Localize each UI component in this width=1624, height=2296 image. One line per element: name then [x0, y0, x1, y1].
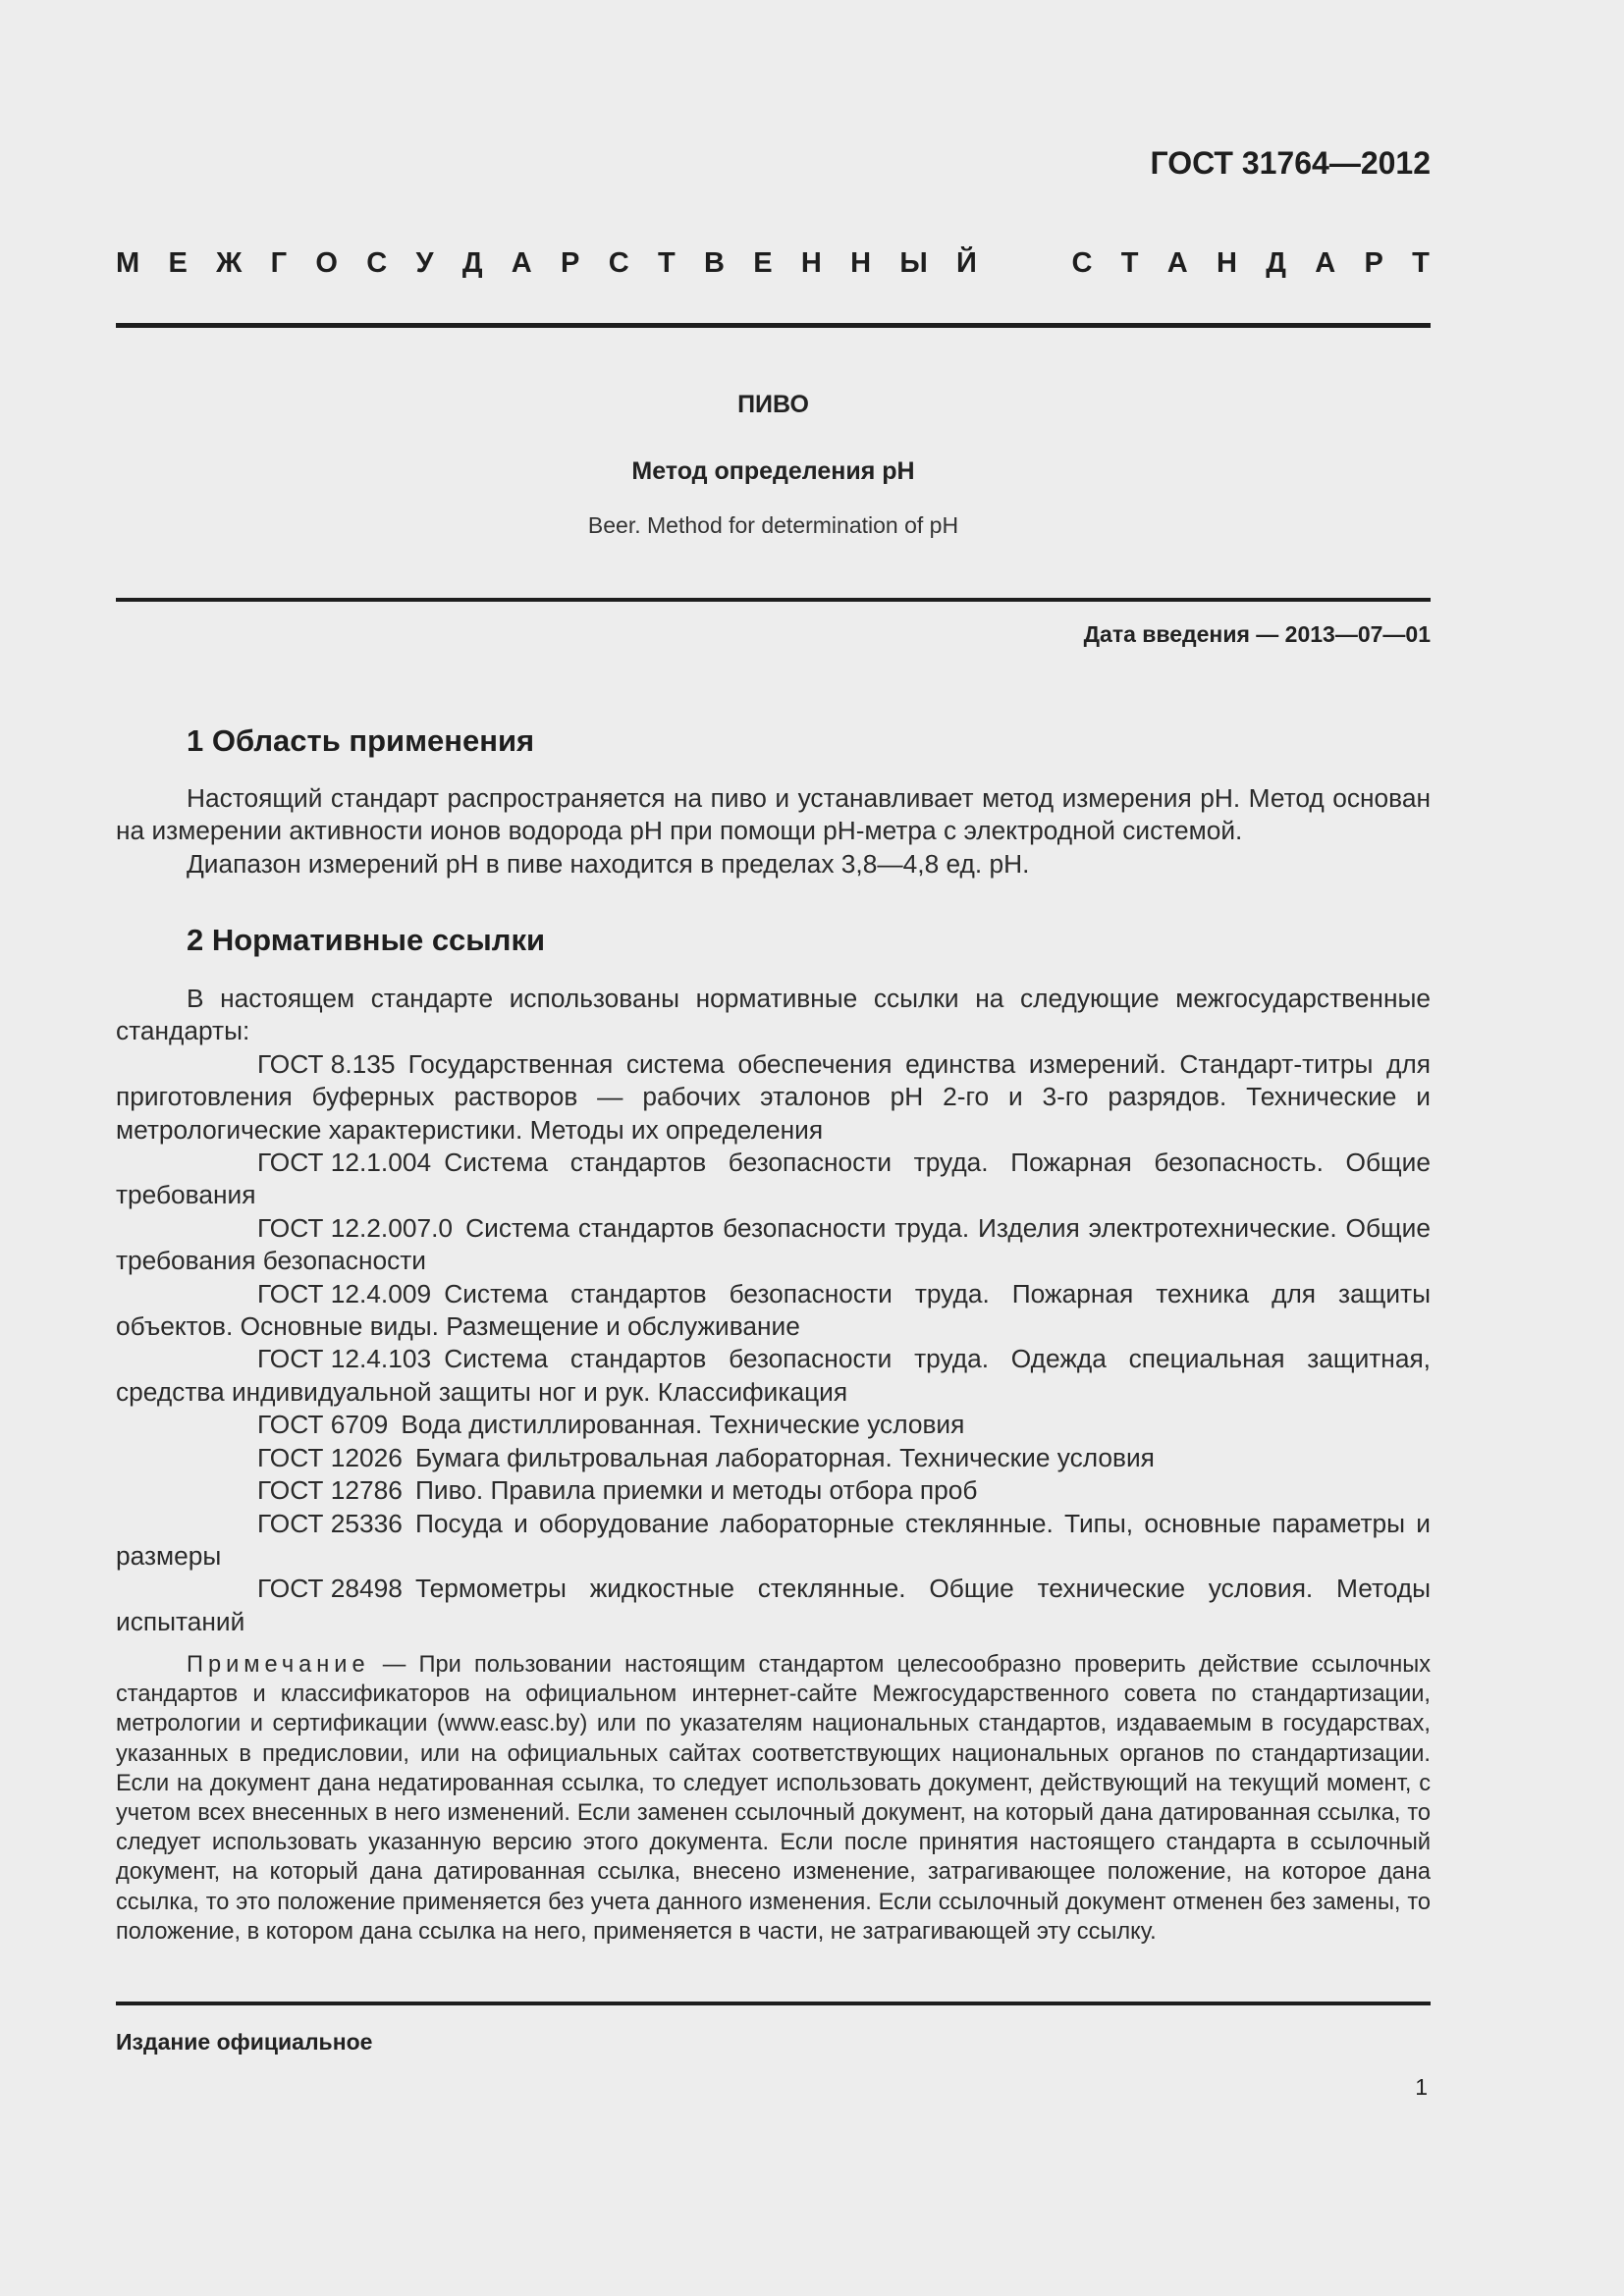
- standard-type-letter: Т: [657, 247, 676, 279]
- document-subtitle: Метод определения pH: [631, 457, 915, 485]
- standard-type-letter: Ы: [899, 247, 928, 279]
- reference-title: Термометры жидкостные стеклянные. Общие технические условия. Методы испытаний: [116, 1574, 1431, 1636]
- standard-type-letter: А: [1166, 247, 1188, 279]
- note-text: — При пользовании настоящим стандартом целесообразно проверить действие ссылочных стандартов и классификаторов на официальном интернет-сайте Межгосударственного совета по стандартизации, метрологии и сертификации (www.easc.by) или по указателям национальных стандартов, издаваемым в государствах, указанных в предисловии, или на официальных сайтах соответствующих национальных органов по стандартизации. Если на документ дана недатированная ссылка, то следует использовать документ, действующий на текущий момент, с учетом всех внесенных в него изменений. Если заменен ссылочный документ, на который дана датированная ссылка, то следует использовать указанную версию этого документа. Если после принятия настоящего стандарта в ссылочный документ, на который дана датированная ссылка, внесено изменение, затрагивающее положение, на которое дана ссылка, то это положение применяется без учета данного изменения. Если ссылочный документ отменен без замены, то положение, в котором дана ссылка на него, применяется в части, не затрагивающей эту ссылку.: [116, 1652, 1431, 1945]
- standard-type-heading: [116, 247, 1430, 280]
- word-gap: [1005, 247, 1043, 280]
- standard-type-letter: Е: [753, 247, 773, 279]
- standard-type-letter: У: [415, 247, 434, 279]
- reference-code: ГОСТ 25336: [257, 1508, 403, 1538]
- note-block: [116, 1650, 1431, 1947]
- standard-number: ГОСТ 31764—2012: [1150, 145, 1431, 181]
- title-divider: [116, 598, 1431, 602]
- standard-type-letter: Е: [168, 247, 188, 279]
- section-2-intro: В настоящем стандарте использованы нормативные ссылки на следующие межгосударственные стандарты:: [116, 984, 1431, 1046]
- reference-item: [116, 1474, 1431, 1507]
- reference-item: [116, 1147, 1431, 1212]
- reference-item: [116, 1278, 1431, 1344]
- standard-type-letter: С: [608, 247, 629, 279]
- standard-type-letter: Й: [956, 247, 977, 279]
- header-divider: [116, 323, 1431, 328]
- reference-item: [116, 1508, 1431, 1574]
- reference-title: Система стандартов безопасности труда. Одежда специальная защитная, средства индивидуальной защиты ног и рук. Классификация: [116, 1344, 1431, 1407]
- standard-type-letter: А: [511, 247, 532, 279]
- reference-item: [116, 1343, 1431, 1409]
- reference-title: Система стандартов безопасности труда. Изделия электротехнические. Общие требования безопасности: [116, 1212, 1431, 1276]
- reference-title: Пиво. Правила приемки и методы отбора проб: [415, 1475, 978, 1506]
- standard-type-letter: Р: [1364, 247, 1383, 279]
- standard-type-letter: Н: [1217, 247, 1237, 279]
- section-1-paragraph: Настоящий стандарт распространяется на пиво и устанавливает метод измерения pH. Метод основан на измерении активности ионов водорода pH при помощи pH-метра с электродной системой.: [116, 783, 1431, 846]
- reference-item: [116, 1442, 1431, 1474]
- section-1-body: [116, 782, 1431, 881]
- standard-type-letter: Р: [561, 247, 580, 279]
- reference-item: [116, 1573, 1431, 1638]
- note-label: Примечание: [187, 1652, 370, 1678]
- standard-type-letter: С: [1071, 247, 1093, 279]
- reference-code: ГОСТ 12.2.007.0: [257, 1212, 453, 1243]
- standard-type-letter: Д: [461, 247, 483, 279]
- reference-title: Бумага фильтровальная лабораторная. Технические условия: [415, 1442, 1155, 1472]
- reference-item: [116, 1212, 1431, 1278]
- reference-code: ГОСТ 12786: [257, 1475, 403, 1506]
- standard-type-letter: Н: [800, 247, 822, 279]
- reference-code: ГОСТ 12.1.004: [257, 1148, 432, 1178]
- standard-type-letter: О: [315, 247, 338, 279]
- standard-type-letter: Ж: [216, 247, 243, 279]
- reference-item: [116, 1048, 1431, 1147]
- standard-type-letter: Т: [1412, 247, 1430, 279]
- standard-type-letter: В: [703, 247, 725, 279]
- references-list: [116, 1048, 1431, 1638]
- section-1-heading: 1 Область применения: [187, 723, 535, 758]
- standard-type-letter: С: [366, 247, 388, 279]
- document-english-title: Beer. Method for determination of pH: [587, 512, 959, 538]
- section-2-body: [116, 983, 1431, 1638]
- reference-code: ГОСТ 8.135: [257, 1048, 396, 1079]
- reference-code: ГОСТ 12026: [257, 1442, 403, 1472]
- reference-title: Государственная система обеспечения единства измерений. Стандарт-титры для приготовления буферных растворов — рабочих эталонов pH 2-го и 3-го разрядов. Технические и метрологические характеристики. Методы их определения: [116, 1048, 1431, 1145]
- reference-code: ГОСТ 12.4.009: [257, 1278, 432, 1308]
- document-title: ПИВО: [737, 391, 809, 418]
- section-1-paragraph: Диапазон измерений pH в пиве находится в пределах 3,8—4,8 ед. pH.: [187, 848, 1030, 879]
- standard-type-letter: А: [1315, 247, 1336, 279]
- footer-divider: [116, 2002, 1431, 2005]
- reference-title: Вода дистиллированная. Технические условия: [401, 1410, 965, 1440]
- reference-title: Посуда и оборудование лабораторные стеклянные. Типы, основные параметры и размеры: [116, 1508, 1431, 1571]
- reference-title: Система стандартов безопасности труда. Пожарная техника для защиты объектов. Основные виды. Размещение и обслуживание: [116, 1278, 1431, 1342]
- edition-label: Издание официальное: [116, 2029, 373, 2055]
- reference-title: Система стандартов безопасности труда. Пожарная безопасность. Общие требования: [116, 1148, 1431, 1210]
- reference-code: ГОСТ 28498: [257, 1574, 403, 1604]
- standard-type-letter: Г: [270, 247, 288, 279]
- reference-code: ГОСТ 6709: [257, 1410, 389, 1440]
- page-number: 1: [1415, 2074, 1428, 2100]
- section-2-heading: 2 Нормативные ссылки: [187, 923, 546, 957]
- reference-item: [116, 1409, 1431, 1441]
- standard-type-letter: Т: [1120, 247, 1139, 279]
- standard-type-letter: Н: [850, 247, 872, 279]
- standard-type-letter: М: [116, 247, 140, 279]
- reference-code: ГОСТ 12.4.103: [257, 1344, 432, 1374]
- introduction-date: Дата введения — 2013—07—01: [1083, 621, 1431, 647]
- standard-type-letter: Д: [1266, 247, 1286, 279]
